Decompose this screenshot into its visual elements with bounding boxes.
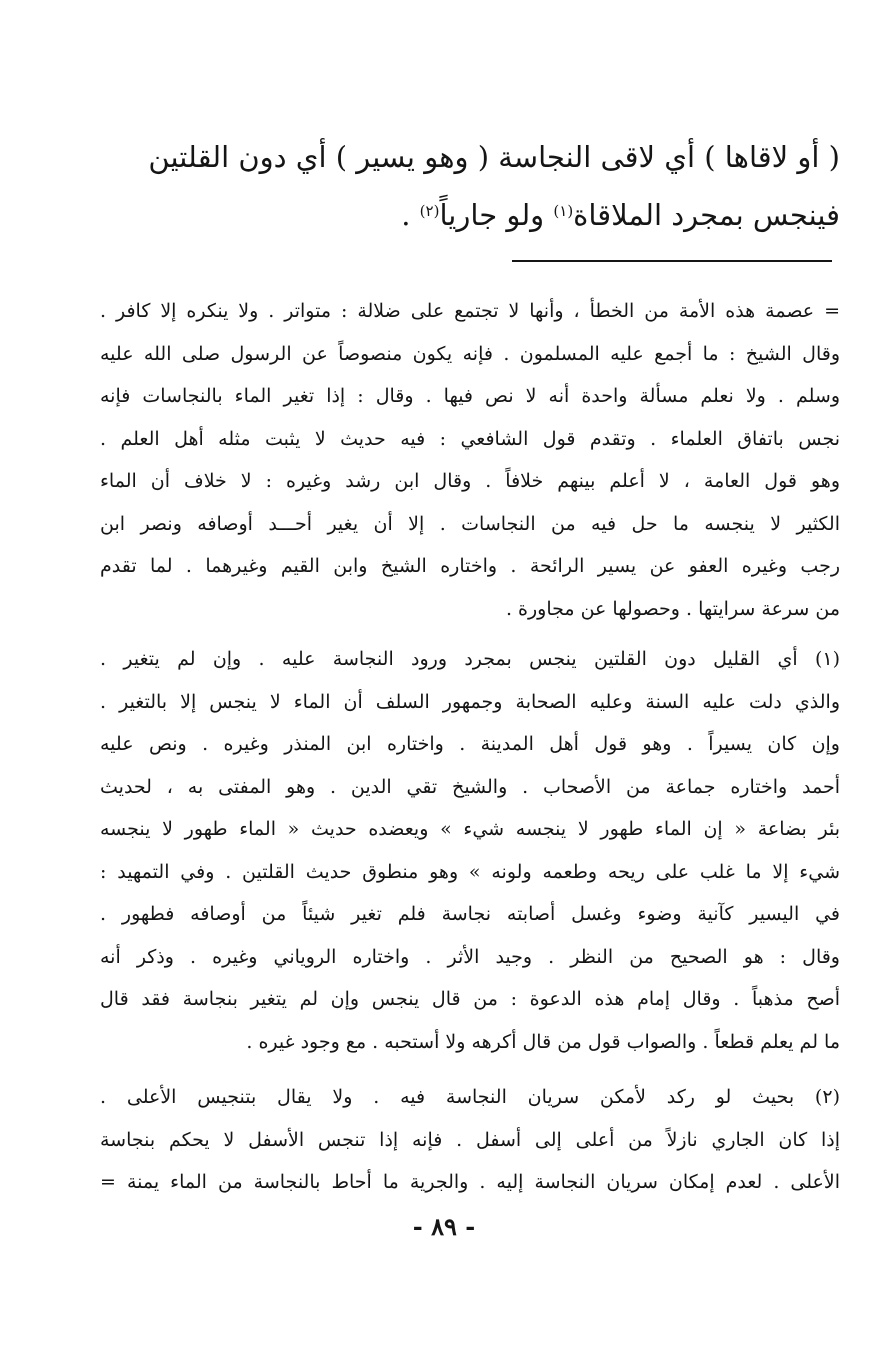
footnote-line: بئر بضاعة « إن الماء طهور لا ينجسه شيء » ويعضده حديث « الماء طهور لا ينجسه — [100, 818, 840, 840]
footnote-continuation — [100, 290, 840, 630]
footnote-line: الأعلى . لعدم إمكان سريان النجاسة إليه . والجرية ما أحاط بالنجاسة من الماء يمنة = — [100, 1171, 840, 1193]
footnote-line: وسلم . ولا نعلم مسألة واحدة أنه لا نص فيها . وقال : إذا تغير الماء بالنجاسات فإنه — [100, 385, 840, 407]
main-text — [100, 128, 840, 244]
page-number: - ٨٩ - — [412, 1212, 476, 1241]
footnotes-block — [100, 290, 840, 1193]
footnote-line: من سرعة سرايتها . وحصولها عن مجاورة . — [505, 597, 840, 620]
main-line-1: ( أو لاقاها ) أي لاقى النجاسة ( وهو يسير ) أي دون القلتين — [148, 140, 840, 174]
footnote-line: إذا كان الجاري نازلاً من أعلى إلى أسفل . فإنه إذا تنجس الأسفل لا يحكم بنجاسة — [100, 1128, 840, 1151]
footnote-2 — [100, 1076, 840, 1204]
footnote-marker-1[interactable]: (١) — [553, 202, 574, 220]
footnote-line: في اليسير كآنية وضوء وغسل أصابته نجاسة فلم تغير شيئاً من أوصافه فطهور . — [100, 903, 840, 925]
footnote-line: نجس باتفاق العلماء . وتقدم قول الشافعي : فيه حديث لا يثبت مثله أهل العلم . — [100, 427, 840, 450]
footnote-line: أصح مذهباً . وقال إمام هذه الدعوة : من قال ينجس وإن لم يتغير بنجاسة فقد قال — [100, 988, 840, 1010]
footnote-line: (٢) بحيث لو ركد لأمكن سريان النجاسة فيه . ولا يقال بتنجيس الأعلى . — [100, 1086, 840, 1108]
footnote-marker-2[interactable]: (٢) — [419, 202, 440, 220]
main-line-2-c: . — [401, 198, 420, 232]
footnote-line: وإن كان يسيراً . وهو قول أهل المدينة . واختاره ابن المنذر وغيره . ونص عليه — [100, 733, 840, 755]
footnote-line: الكثير لا ينجسه ما حل فيه من النجاسات . إلا أن يغير أحـــد أوصافه ونصر ابن — [100, 512, 840, 535]
footnote-separator-rule — [512, 260, 832, 262]
main-line-2 — [100, 186, 840, 244]
footnote-line: ما لم يعلم قطعاً . والصواب قول من قال أكرهه ولا أستحبه . مع وجود غيره . — [246, 1030, 840, 1053]
footnote-line: (١) أي القليل دون القلتين ينجس بمجرد ورود النجاسة عليه . وإن لم يتغير . — [100, 648, 840, 670]
main-line-2-a: فينجس بمجرد الملاقاة — [573, 198, 840, 232]
footnote-line: وهو قول العامة ، لا أعلم بينهم خلافاً . وقال ابن رشد وغيره : لا خلاف أن الماء — [100, 470, 840, 492]
footnote-line: وقال الشيخ : ما أجمع عليه المسلمون . فإنه يكون منصوصاً عن الرسول صلى الله عليه — [100, 342, 840, 365]
footnote-line: وقال : هو الصحيح من النظر . وجيد الأثر . واختاره الروياني وغيره . وذكر أنه — [100, 945, 840, 968]
footnote-line: رجب وغيره العفو عن يسير الرائحة . واختاره الشيخ وابن القيم وغيرهما . لما تقدم — [100, 555, 840, 577]
footnote-line: شيء إلا ما غلب على ريحه وطعمه ولونه » وهو منطوق حديث القلتين . وفي التمهيد : — [100, 860, 840, 883]
footnote-line: = عصمة هذه الأمة من الخطأ ، وأنها لا تجتمع على ضلالة : متواتر . ولا ينكره إلا كافر . — [100, 300, 840, 322]
footnote-line: أحمد واختاره جماعة من الأصحاب . والشيخ تقي الدين . وهو المفتى به ، لحديث — [100, 775, 840, 798]
footnote-line: والذي دلت عليه السنة وعليه الصحابة وجمهور السلف أن الماء لا ينجس إلا بالتغير . — [100, 690, 840, 713]
footnote-1 — [100, 638, 840, 1063]
main-line-2-b: ولو جارياً — [439, 198, 554, 232]
